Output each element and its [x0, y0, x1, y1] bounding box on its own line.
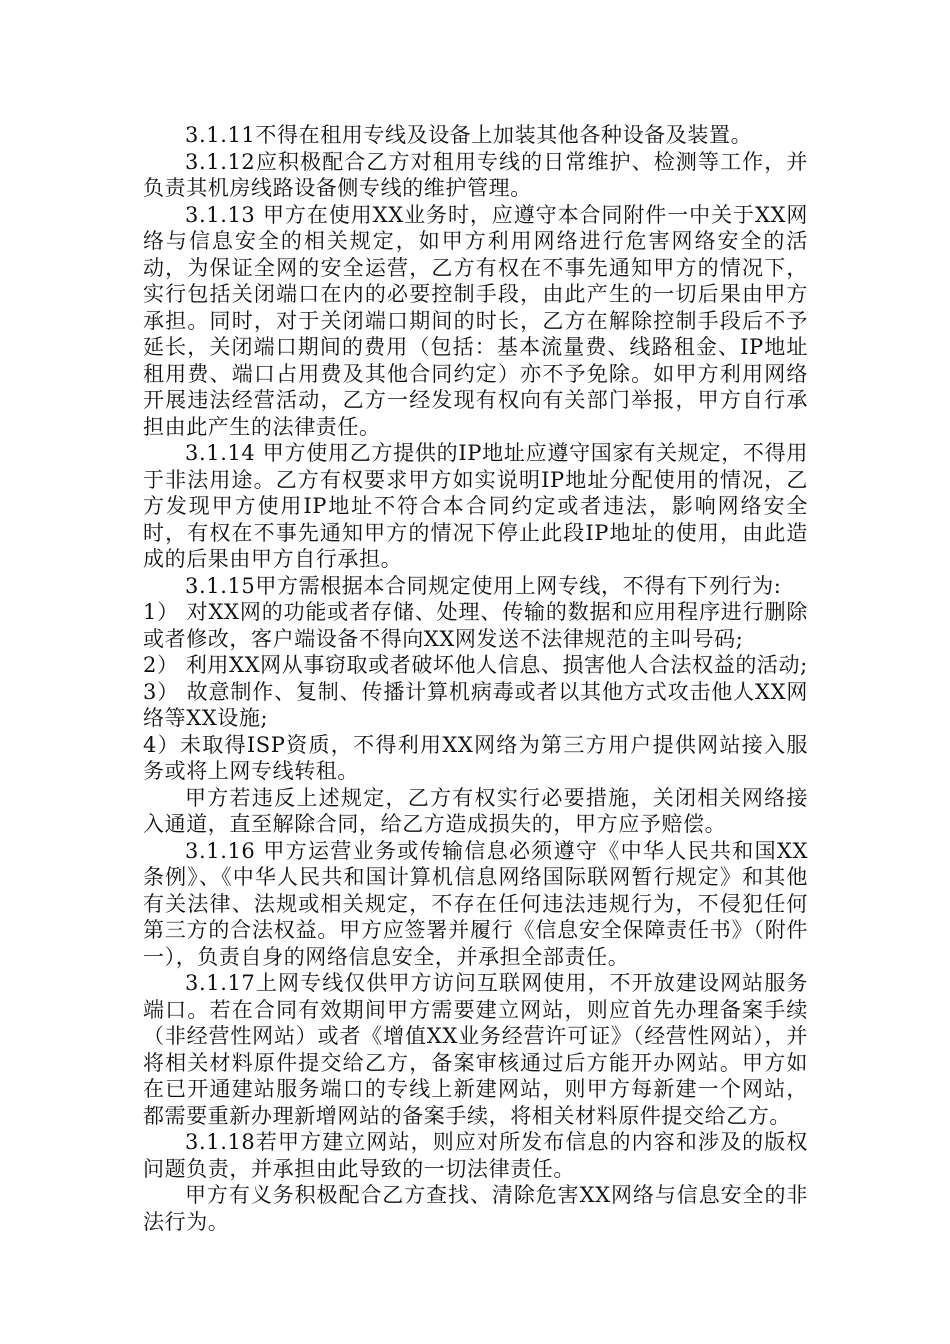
list-item-4: 4）未取得ISP资质，不得利用XX网络为第三方用户提供网站接入服务或将上网专线转租。 [143, 732, 808, 783]
list-item-2: 2） 利用XX网从事窃取或者破坏他人信息、损害他人合法权益的活动; [143, 653, 808, 677]
clause-3-1-11: 3.1.11不得在租用专线及设备上加装其他各种设备及装置。 [185, 123, 753, 147]
clause-3-1-17: 3.1.17上网专线仅供甲方访问互联网使用，不开放建设网站服务端口。若在合同有效期间甲方需要建立网站，则应首先办理备案手续（非经营性网站）或者《增值XX业务经营许可证》（经营性网站），并将相关材料原件提交给乙方，备案审核通过后方能开办网站。甲方如在已开通建站服务端口的专线上新建网站，则甲方每新建一个网站，都需要重新办理新增网站的备案手续，将相关材料原件提交给乙方。 [143, 971, 808, 1128]
cooperation-obligation: 甲方有义务积极配合乙方查找、清除危害XX网络与信息安全的非法行为。 [143, 1183, 808, 1234]
clause-3-1-16: 3.1.16 甲方运营业务或传输信息必须遵守《中华人民共和国XX条例》、《中华人民共和国计算机信息网络国际联网暂行规定》和其他有关法律、法规或相关规定，不存在任何违法违规行为，不侵犯任何第三方的合法权益。甲方应签署并履行《信息安全保障责任书》（附件一），负责自身的网络信息安全，并承担全部责任。 [143, 838, 808, 969]
clause-3-1-12: 3.1.12应积极配合乙方对租用专线的日常维护、检测等工作，并负责其机房线路设备侧专线的维护管理。 [143, 149, 808, 200]
clause-3-1-15: 3.1.15甲方需根据本合同规定使用上网专线，不得有下列行为: [185, 573, 782, 598]
list-item-3: 3） 故意制作、复制、传播计算机病毒或者以其他方式攻击他人XX网络等XX设施; [143, 679, 808, 730]
list-item-1: 1） 对XX网的功能或者存储、处理、传输的数据和应用程序进行删除或者修改，客户端设备不得向XX网发送不法律规范的主叫号码; [143, 600, 808, 651]
violation-consequence: 甲方若违反上述规定，乙方有权实行必要措施，关闭相关网络接入通道，直至解除合同，给乙方造成损失的，甲方应予赔偿。 [143, 785, 808, 836]
clause-3-1-14: 3.1.14 甲方使用乙方提供的IP地址应遵守国家有关规定，不得用于非法用途。乙方有权要求甲方如实说明IP地址分配使用的情况，乙方发现甲方使用IP地址不符合本合同约定或者违法，影响网络安全时，有权在不事先通知甲方的情况下停止此段IP地址的使用，由此造成的后果由甲方自行承担。 [143, 441, 808, 571]
clause-3-1-18: 3.1.18若甲方建立网站，则应对所发布信息的内容和涉及的版权问题负责，并承担由此导致的一切法律责任。 [143, 1130, 808, 1181]
clause-3-1-13: 3.1.13 甲方在使用XX业务时，应遵守本合同附件一中关于XX网络与信息安全的相关规定，如甲方利用网络进行危害网络安全的活动，为保证全网的安全运营，乙方有权在不事先通知甲方的情况下，实行包括关闭端口在内的必要控制手段，由此产生的一切后果由甲方承担。同时，对于关闭端口期间的时长，乙方在解除控制手段后不予延长，关闭端口期间的费用（包括：基本流量费、线路租金、IP地址租用费、端口占用费及其他合同约定）亦不予免除。如甲方利用网络开展违法经营活动，乙方一经发现有权向有关部门举报，甲方自行承担由此产生的法律责任。 [143, 202, 808, 439]
contract-body [143, 122, 808, 1235]
